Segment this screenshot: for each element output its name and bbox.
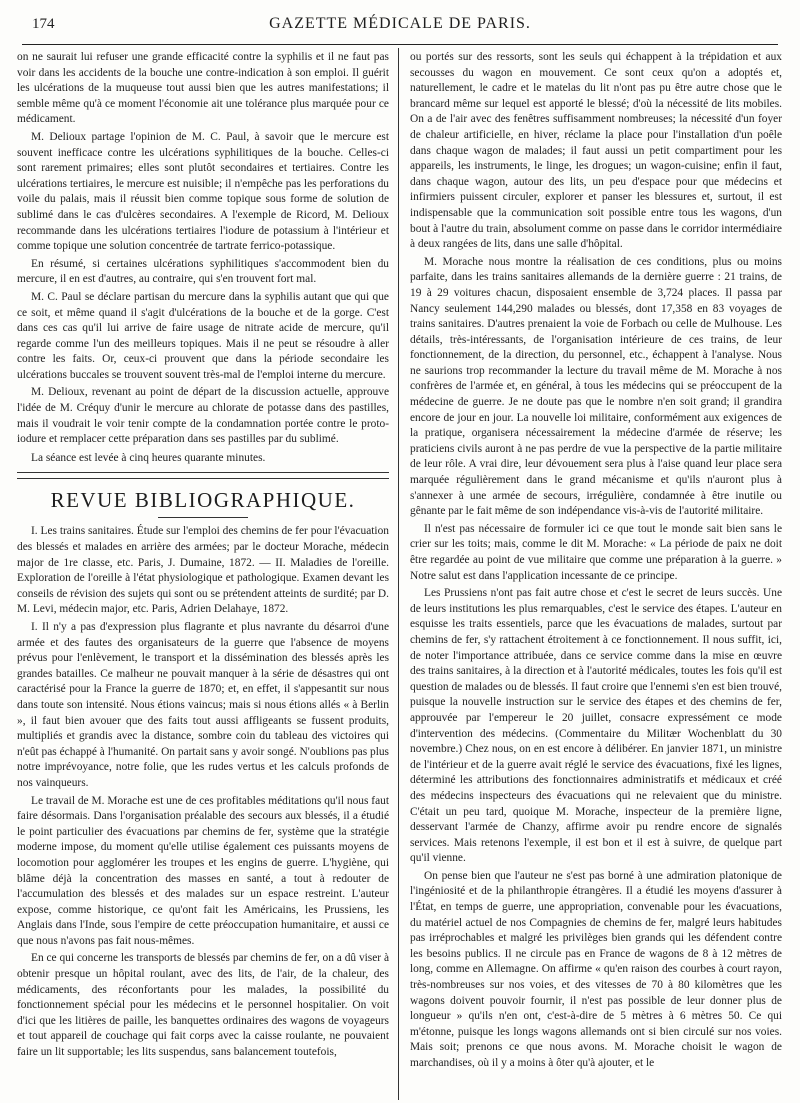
page-number: 174 [32, 16, 55, 32]
section-divider [17, 472, 389, 476]
session-closing-line: La séance est levée à cinq heures quarante minutes. [31, 451, 266, 464]
right-column [410, 50, 782, 1100]
paragraph: En résumé, si certaines ulcérations syphilitiques s'accommodent bien du mercure, il en est d'autres, au contraire, qui s'en trouvent fort mal. [17, 257, 389, 286]
page-header [22, 10, 778, 45]
paragraph: Il n'est pas nécessaire de formuler ici ce que tout le monde sait bien sans le crier sur les toits; mais, comme le dit M. Morache: « La période de paix ne doit être regardée au point de vue militaire que comme une préparation à la guerre. » Notre salut est dans l'application incessante de ce principe. [410, 522, 782, 582]
paragraph: Les Prussiens n'ont pas fait autre chose et c'est le secret de leurs succès. Une de leurs institutions les plus remarquables, c'est le service des étapes. L'auteur en esquisse les traits essentiels, parce que les évacuations de malades, surtout par chemins de fer, s'y rattachent étroitement à ce fonctionnement. Il nous suffit, ici, de noter l'importance attribuée, dans ce service comme dans la mise en œuvre des trains sanitaires, à la direction et à l'autorité médicales, toutes les fois qu'il est question de malades ou de blessés. Il faut croire que l'ennemi s'en est bien trouvé, puisque la nouvelle instruction sur le service des étapes et des chemins de fer, approuvée par l'empereur le 20 juillet, consacre expressément ce mode d'intervention des médecins. (Commentaire du Militær Wochenblatt du 30 novembre.) Chez nous, on en est encore à délibérer. En janvier 1871, un ministre de l'intérieur et de la guerre avait réglé le service des évacuations, fixé les lignes, déterminé les attributions des fonctionnaires administratifs et médicaux et créé des médecins inspecteurs des évacuations qui ne relevaient que du ministre. C'était un peu tard, quoique M. Morache, inspecteur de la première ligne, desservant l'armée de Chanzy, affirme avoir pu rendre encore de signalés services. Mais retenons l'exemple, il est bon et il est à suivre, de quelque part qu'il vienne. [410, 587, 782, 865]
section-title: REVUE BIBLIOGRAPHIQUE. [50, 488, 356, 513]
paragraph: M. Delioux, revenant au point de départ de la discussion actuelle, approuve l'idée de M. Créquy d'unir le mercure au chlorate de potasse dans des pastilles, mais il voudrait le voir tenir compte de la condamnation portée contre le proto-iodure et remplacer cette préparation dans ses pastilles par du sublimé. [17, 386, 389, 446]
bibliography-entry: I. Les trains sanitaires. Étude sur l'emploi des chemins de fer pour l'évacuation des blessés et malades en arrière des armées; par le docteur Morache, médecin major de 1re classe, etc. Paris, J. Dumaine, 1872. — II. Maladies de l'oreille. Exploration de l'oreille à l'état physiologique et pathologique. Examen devant les conseils de révision des sujets qui sont ou se prétendent atteints de surdité; par D. M. Levi, médecin major, etc. Paris, Adrien Delahaye, 1872. [17, 525, 389, 616]
paragraph: On pense bien que l'auteur ne s'est pas borné à une admiration platonique de l'ingéniosité et de la philanthropie étrangères. Il a étudié les moyens d'assurer à l'État, en temps de guerre, une appropriation, convenable pour les évacuations, du matériel actuel de nos Compagnies de chemins de fer, malgré leurs habitudes pas irréprochables et malgré les privilèges bien grands qui les défendent contre les besoins publics. Il ne circule pas en France de wagons de 8 à 12 mètres de long, comme en Allemagne. On affirme « qu'en raison des courbes à court rayon, très-nombreuses sur nos voies, et des vitesses de 70 à 80 kilomètres que les wagons doivent pouvoir fournir, il n'est pas possible de leur donner plus de longueur » qu'ils n'en ont, c'est-à-dire de 5 mètres à 6 mètres 50. Ce qui m'étonne, puisque les longs wagons allemands ont si bien circulé sur nos voies. Mais soit; prenons ce que nous avons. M. Morache choisit le wagon de marchandises, où il y a moins à ôter qu'à ajouter, et le [410, 869, 782, 1069]
paragraph: I. Il n'y a pas d'expression plus flagrante et plus navrante du désarroi d'une armée et des fautes des organisateurs de la guerre que l'absence de moyens prévus pour l'enlèvement, le transport et la dissémination des blessés après les grandes batailles. Ce malheur ne pouvait manquer à la série de désastres qui ont caractérisé pour la France la guerre de 1870; et, en effet, il s'appesantit sur nous dans toute son intensité. Nous étions vaincus; mais si nous étions allés « à Berlin », il faut bien avouer que des faits tout aussi affligeants se fussent produits, multipliés et grandis avec la distance, sombre coin du tableau des victoires qui n'eût pas échappé à l'humanité. On partait sans y avoir songé. N'oublions pas plus notre imprévoyance, notre folie, que les rudes vertus et les calculs profonds de nos vainqueurs. [17, 621, 389, 789]
running-head: GAZETTE MÉDICALE DE PARIS. [269, 15, 531, 32]
section-divider [17, 478, 389, 479]
column-rule [398, 48, 399, 1100]
paragraph: M. C. Paul se déclare partisan du mercure dans la syphilis autant que qui que ce soit, et même quand il s'agit d'ulcérations de la bouche et de la gorge. C'est dans ces cas qu'il lui arrive de faire usage de nitrate acide de mercure, qu'il regarde comme l'un des meilleurs topiques. Mais il ne peut se résoudre à aller contre les faits. Or, ceux-ci prouvent que dans la période secondaire les ulcérations buccales se trouvent souvent très-mal de l'emploi interne du mercure. [17, 290, 389, 381]
paragraph: M. Delioux partage l'opinion de M. C. Paul, à savoir que le mercure est souvent inefficace contre les ulcérations syphilitiques de la bouche. Celles-ci sont rarement primaires; elles sont plutôt secondaires et tertiaires. Contre les ulcérations tertiaires, le mercure est nuisible; il n'empêche pas les perforations du voile du palais, mais il réussit bien comme topique sous forme de solution de sublimé dans le cas d'ulcères secondaires. A l'exemple de Ricord, M. Delioux recommande dans les ulcérations tertiaires l'iodure de potassium à l'intérieur et comme topique une solution concentrée de tartrate ferrico-potassique. [17, 130, 389, 253]
paragraph: Le travail de M. Morache est une de ces profitables méditations qu'il nous faut faire désormais. Dans l'organisation préalable des secours aux blessés, il a étudié le point particulier des évacuations par chemins de fer, système que la stratégie moderne impose, du moment qu'elle utilise également ces puissants moyens de locomotion pour agglomérer les troupes et les engins de guerre. L'hygiène, qui blâme déjà la concentration des masses en santé, a tout à redouter de l'accumulation des blessés et des malades sur un espace restreint. L'auteur expose, comme historique, ce qu'ont fait les Américains, les Prussiens, les Anglais dans l'Inde, sous l'empire de cette préoccupation humanitaire, et aussi ce que nous n'avons pas fait nous-mêmes. [17, 794, 389, 947]
paragraph: on ne saurait lui refuser une grande efficacité contre la syphilis et il ne faut pas voir dans les accidents de la bouche une contre-indication à son emploi. Il guérit les ulcérations de la muqueuse tout aussi bien que les autres manifestations; il semble même qu'à ce moment l'économie ait une tolérance plus marquée pour ce médicament. [17, 51, 389, 126]
paragraph: M. Morache nous montre la réalisation de ces conditions, plus ou moins parfaite, dans les trains sanitaires allemands de la dernière guerre : 21 trains, de 19 à 29 voitures chacun, disposaient ensemble de 3,724 places. Il passa par Nancy seulement 144,290 malades ou blessés, dont 17,358 en 83 voyages de trains sanitaires. D'autres prenaient la voie de Forbach ou celle de Mulhouse. Les détails, très-intéressants, de l'organisation intérieure de ces trains, de leur fonctionnement, de la direction, du personnel, etc., échappent à l'analyse. Nous ne saurions trop recommander la lecture du travail même de M. Morache à nos confrères de l'armée et, en général, à tous les médecins qui se préoccupent de la médecine de guerre. Je ne doute pas que le nombre n'en soit grand; il grandira encore de jour en jour. La nouvelle loi militaire, conformément aux exigences de la pratique, organisera nécessairement la médecine d'armée de réserve; les praticiens civils auront à ne pas perdre de vue la perspective de la partie militaire de leur rôle. A vrai dire, leur dévouement sera plus à l'aise quand leur place sera marquée régulièrement dans le grand mécanisme et qu'ils n'auront plus à s'annexer à une armée de secours, irrégulière, condamnée à être inutile ou gênante par le fait même de son indépendance vis-à-vis de l'autorité militaire. [410, 255, 782, 518]
paragraph: En ce qui concerne les transports de blessés par chemins de fer, on a dû viser à obtenir presque un hôpital roulant, avec des lits, de l'air, de la chaleur, des médicaments, des réconfortants pour les malades, la possibilité du fonctionnement spécial pour les médecins et le personnel hospitalier. On voit d'ici que les litières de paille, les banquettes ordinaires des wagons de voyageurs et tout appareil de couchage qui fait corps avec la caisse roulante, ne pouvaient faire un lit supportable; les lits suspendus, sans balancement toutefois, [17, 952, 389, 1059]
title-underline [158, 517, 248, 518]
paragraph: ou portés sur des ressorts, sont les seuls qui échappent à la trépidation et aux secousses du wagon en mouvement. Ce sont ceux qu'on a adoptés et, naturellement, le cadre et le matelas du lit n'ont pas pu être autre chose que le brancard même sur lequel est apporté le blessé; d'où la nécessité de lits mobiles. On a de l'air avec des fenêtres suffisamment nombreuses; la nécessité d'un foyer de chaleur artificielle, en hiver, réclame la place pour l'installation d'un poêle dans chaque wagon de malades; il faut aussi un petit compartiment pour les appareils, les instruments, le linge, les drogues; un wagon-cuisine; enfin il faut, dans chaque wagon, autour des lits, un peu d'espace pour que médecins et infirmiers puissent circuler, explorer et panser les blessures et, surtout, il est indispensable que la communication soit possible entre tous les wagons, d'un bout à l'autre du train, absolument comme on passe dans le corridor intermédiaire à deux rangées de lits, dans une salle d'hôpital. [410, 51, 782, 251]
left-column [17, 50, 389, 1100]
